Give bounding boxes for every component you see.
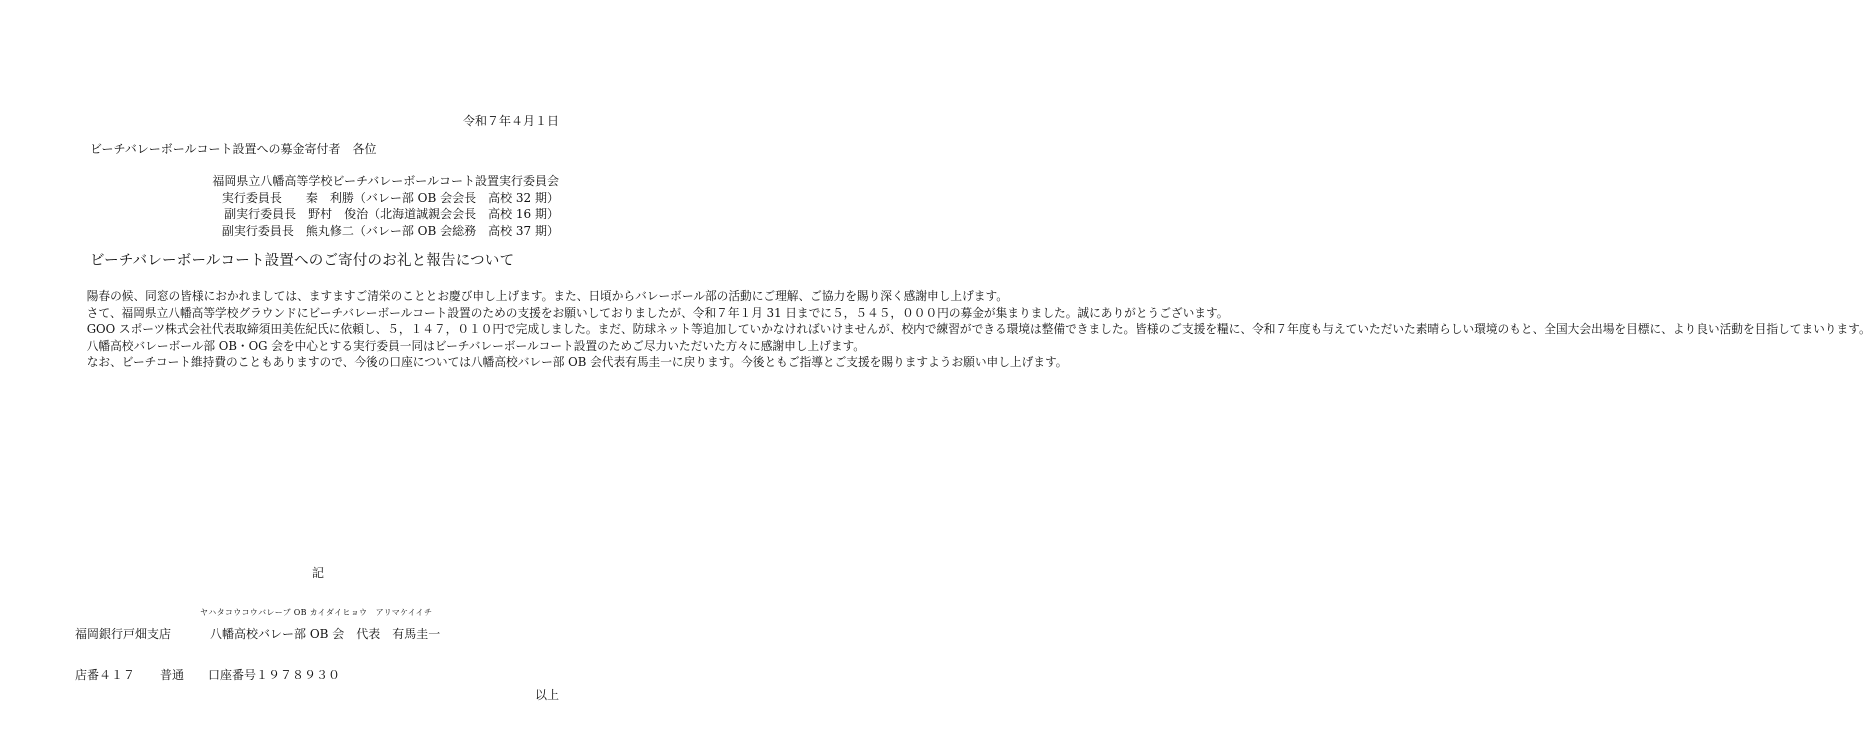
- sender-vice-chair-1: 副実行委員長 野村 俊治（北海道誠親会会長 高校 16 期）: [224, 207, 559, 221]
- body-paragraph: GOO スポーツ株式会社代表取締須田美佐紀氏に依頼し、５，１４７，０１０円で完成しました。まだ、防球ネット等追加していかなければいけませんが、校内で練習ができる環境は整備できました。皆様のご支援を糧に、令和７年度も与えていただいた素晴らしい環境のもと、全国大会出場を目標に、より良い活動を目指してまいります。: [86, 322, 1871, 337]
- account-row: [75, 666, 340, 683]
- addressee: ビーチバレーボールコート設置への募金寄付者 各位: [90, 142, 377, 156]
- sender-chair: 実行委員長 秦 利勝（バレー部 OB 会会長 高校 32 期）: [221, 190, 559, 205]
- letter-date: 令和７年４月１日: [462, 114, 559, 128]
- body-paragraph: さて、福岡県立八幡高等学校グラウンドにビーチバレーボールコート設置のための支援をお願いしておりましたが、令和７年１月 31 日までに５，５４５，０００円の募金が集まりました。誠にありがとうございます。: [86, 305, 1229, 320]
- body-paragraph: 陽春の候、同窓の皆様におかれましては、ますますご清栄のこととお慶び申し上げます。また、日頃からバレーボール部の活動にご理解、ご協力を賜り深く感謝申し上げます。: [86, 289, 1008, 303]
- body-paragraph: なお、ビーチコート維持費のこともありますので、今後の口座については八幡高校バレー部 OB 会代表有馬圭一に戻ります。今後ともご指導とご支援を賜りますようお願い申し上げます。: [86, 355, 1068, 370]
- account-holder-furigana: ヤハタコウコウバレーブ OB カイダイヒョウ アリマケイイチ: [200, 608, 433, 617]
- account-number: 口座番号１９７８９３０: [208, 668, 341, 682]
- bank-branch: 福岡銀行戸畑支店: [75, 627, 172, 641]
- closing-mark: 以上: [534, 688, 559, 702]
- sender-block: [212, 173, 559, 239]
- account-holder: 八幡高校バレー部 OB 会 代表 有馬圭一: [210, 627, 441, 641]
- branch-number: 店番４１７: [75, 668, 136, 682]
- letter-body: [75, 288, 1871, 371]
- sender-vice-chair-2: 副実行委員長 熊丸修二（バレー部 OB 会総務 高校 37 期）: [221, 223, 559, 238]
- sender-organization: 福岡県立八幡高等学校ビーチバレーボールコート設置実行委員会: [212, 174, 559, 188]
- letter-subject: ビーチバレーボールコート設置へのご寄付のお礼と報告について: [90, 253, 515, 269]
- account-type: 普通: [160, 668, 185, 682]
- body-paragraph: 八幡高校バレーボール部 OB・OG 会を中心とする実行委員一同はビーチバレーボールコート設置のためご尽力いただいた方々に感謝申し上げます。: [86, 338, 865, 353]
- ki-heading: 記: [312, 566, 325, 580]
- bank-row: [75, 625, 440, 642]
